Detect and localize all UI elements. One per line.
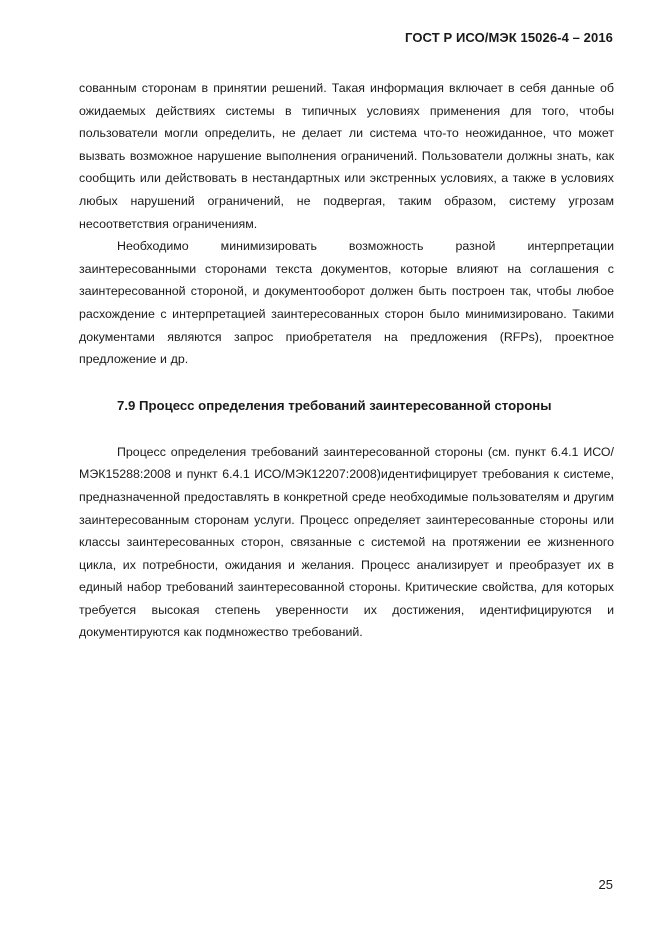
paragraph-continuation: сованным сторонам в принятии решений. Такая информация включает в себя данные об ожидаемых действиях системы в типичных условиях применения для того, чтобы пользователи могли определить, не делает ли система что-то неожиданное, что может вызвать возможное нарушение выполнения ограничений. Пользователи должны знать, как сообщить или действовать в нестандартных или экстренных условиях, а также в условиях любых нарушений ограничений, не подвергая, таким образом, систему угрозам несоответствия ограничениям. (79, 81, 614, 231)
page-number: 25 (598, 877, 613, 892)
paragraph-requirements-process: Процесс определения требований заинтересованной стороны (см. пункт 6.4.1 ИСО/МЭК15288:2008 и пункт 6.4.1 ИСО/МЭК12207:2008)идентифицирует требования к системе, предназначенной предоставлять в конкретной среде необходимые пользователям и другим заинтересованным сторонам услуги. Процесс определяет заинтересованные стороны или классы заинтересованных сторон, связанные с системой на протяжении ее жизненного цикла, их потребности, ожидания и желания. Процесс анализирует и преобразует их в единый набор требований заинтересованной стороны. Критические свойства, для которых требуется высокая степень уверенности их достижения, идентифицируются и документируются как подмножество требований. (79, 444, 614, 640)
paragraph-interpretation: Необходимо минимизировать возможность разной интерпретации заинтересованными сторонами текста документов, которые влияют на соглашения с заинтересованной стороной, и документооборот должен быть построен так, чтобы любое расхождение с интерпретацией заинтересованных сторон было минимизировано. Такими документами являются запрос приобретателя на предложения (RFPs), проектное предложение и др. (79, 239, 614, 367)
page-body (79, 77, 614, 644)
document-header: ГОСТ Р ИСО/МЭК 15026-4 – 2016 (405, 30, 613, 45)
section-heading: 7.9 Процесс определения требований заинтересованной стороны (117, 397, 552, 413)
